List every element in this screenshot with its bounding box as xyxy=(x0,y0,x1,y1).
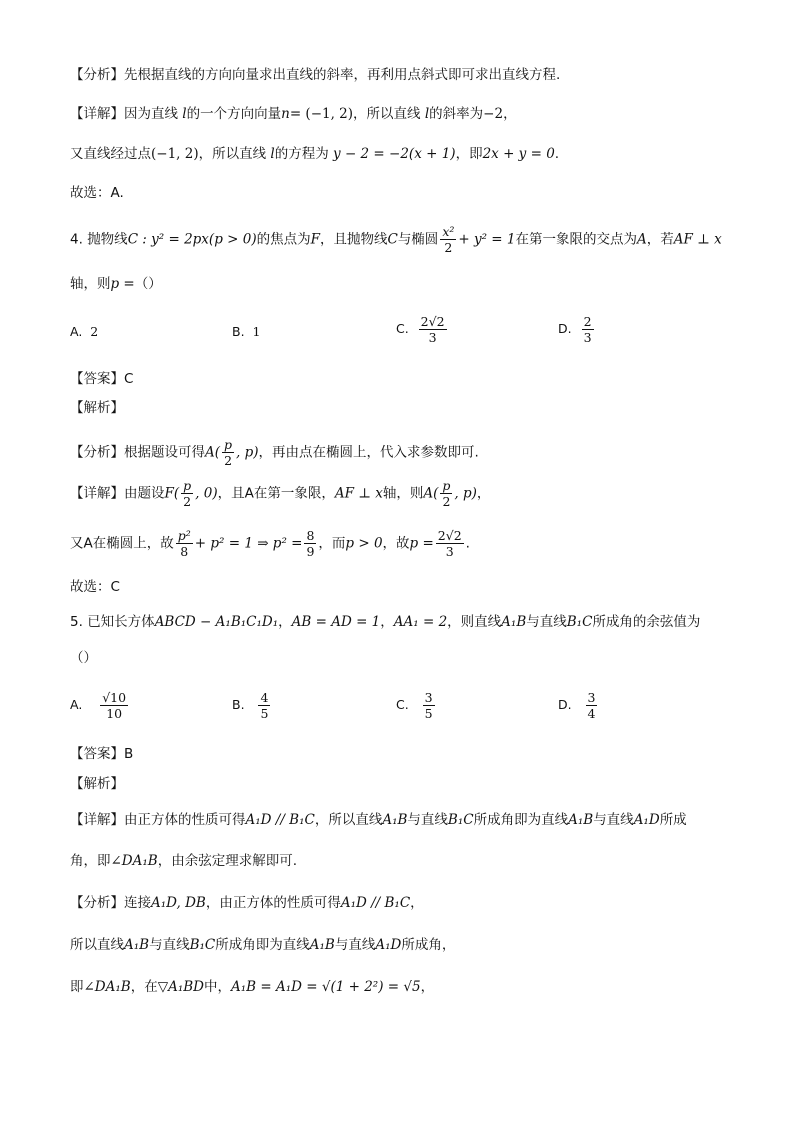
text: 抛物线 xyxy=(87,231,128,248)
line-symbol: l xyxy=(424,106,430,122)
blank: （） xyxy=(134,276,162,292)
q5-stem xyxy=(70,612,700,632)
line: B₁C xyxy=(447,812,474,828)
analysis-text: 先根据直线的方向向量求出直线的斜率，再利用点斜式即可求出直线方程. xyxy=(124,67,561,83)
analysis-tag: 【分析】 xyxy=(70,67,124,83)
text: 与直线 xyxy=(526,614,567,630)
text: 所成 xyxy=(659,812,687,828)
parallel-relation: A₁D // B₁C xyxy=(340,895,411,911)
equation: + p² = 1 ⇒ p² = xyxy=(194,535,303,552)
denominator: 10 xyxy=(106,706,123,721)
label: D. xyxy=(558,321,572,336)
curve-c: C xyxy=(387,231,398,248)
q4-analysis xyxy=(70,437,479,468)
value: 2 xyxy=(90,324,99,339)
text: ，且抛物线 xyxy=(319,231,388,248)
label: D. xyxy=(558,697,572,712)
point-tail: , p) xyxy=(454,485,477,502)
answer-value: C xyxy=(124,371,134,387)
text: ，由正方体的性质可得 xyxy=(205,895,341,911)
detail-tag: 【详解】 xyxy=(70,485,124,502)
p-equals: p = xyxy=(110,276,135,292)
equation: 2x + y = 0 xyxy=(482,146,555,162)
fraction xyxy=(423,690,435,721)
numerator: √10 xyxy=(102,690,127,705)
text: 由正方体的性质可得 xyxy=(124,812,246,828)
text: ，即 xyxy=(455,146,483,162)
q3-detail-line-2: 又直线经过点(−1, 2)，所以直线 l的方程为 y − 2 = −2(x + 1)，即2x + y = 0. xyxy=(70,146,560,162)
denominator: 2 xyxy=(224,453,233,468)
triangle: ▽A₁BD xyxy=(157,979,205,995)
text: 所成角即为直线 xyxy=(473,812,569,828)
fraction xyxy=(586,690,598,721)
q3-detail-line: 【详解】因为直线 l的一个方向向量n= (−1, 2)，所以直线 l的斜率为−2， xyxy=(70,106,517,122)
question-number: 4. xyxy=(70,231,83,248)
numerator: 8 xyxy=(306,528,315,543)
text: 在第一象限的交点为 xyxy=(515,231,637,248)
q5-analysis-3 xyxy=(70,977,434,997)
text: 与直线 xyxy=(334,937,376,953)
line: A₁B xyxy=(501,614,527,630)
numerator: p xyxy=(442,478,451,493)
q4-jiexi: 【解析】 xyxy=(70,400,124,416)
fraction xyxy=(258,690,270,721)
line: A₁D xyxy=(375,937,402,953)
line: A₁B xyxy=(382,812,408,828)
denominator: 2 xyxy=(183,494,192,509)
text: 所成角的余弦值为 xyxy=(592,614,701,630)
text: ，且A在第一象限， xyxy=(217,485,335,502)
label: B. xyxy=(232,697,245,712)
numerator: 2√2 xyxy=(420,314,445,329)
period: . xyxy=(465,535,470,552)
line: B₁C xyxy=(566,614,593,630)
q5-option-d xyxy=(558,690,599,721)
numerator: p xyxy=(183,478,192,493)
numerator: 2 xyxy=(583,314,592,329)
denominator: 5 xyxy=(260,706,269,721)
q5-answer xyxy=(70,744,133,764)
fraction xyxy=(181,478,193,509)
equation: y − 2 = −2(x + 1) xyxy=(333,146,456,162)
q4-stem xyxy=(70,224,722,255)
line: A₁B xyxy=(568,812,594,828)
angle: ∠DA₁B xyxy=(83,979,131,995)
denominator: 9 xyxy=(306,544,315,559)
text: 与直线 xyxy=(593,812,634,828)
text: 轴，则 xyxy=(70,276,111,292)
denominator: 3 xyxy=(583,330,592,345)
fraction xyxy=(582,314,594,345)
q4-option-a xyxy=(70,322,98,342)
line: B₁C xyxy=(189,937,216,953)
text: 的焦点为 xyxy=(256,231,311,248)
text: ， xyxy=(476,485,491,502)
text: ， xyxy=(410,895,424,911)
text: ，故 xyxy=(382,535,410,552)
fraction xyxy=(304,528,316,559)
analysis-tag: 【分析】 xyxy=(70,444,124,461)
label: C. xyxy=(396,697,409,712)
numerator: 4 xyxy=(260,690,269,705)
text: ，所以直线 xyxy=(314,812,383,828)
text: 连接 xyxy=(124,895,151,911)
point-f: F xyxy=(310,231,320,248)
text: 因为直线 xyxy=(124,106,178,122)
q5-jiexi: 【解析】 xyxy=(70,776,124,792)
q5-analysis xyxy=(70,893,424,913)
point: A( xyxy=(423,485,439,502)
fraction xyxy=(100,690,128,721)
q5-analysis-2 xyxy=(70,935,455,955)
point-a: A xyxy=(637,231,647,248)
point-tail: , 0) xyxy=(195,485,218,502)
q4-choice: 故选：C xyxy=(70,579,120,595)
p-equals: p = xyxy=(409,535,434,552)
fraction xyxy=(176,528,193,559)
solid: ABCD − A₁B₁C₁D₁ xyxy=(154,614,279,630)
equation: AB = AD = 1 xyxy=(291,614,381,630)
question-number: 5. xyxy=(70,614,83,630)
q5-option-b xyxy=(232,690,272,721)
fraction xyxy=(436,528,464,559)
text: 又A在椭圆上，故 xyxy=(70,535,174,552)
text: ， xyxy=(278,614,292,630)
numerator: 2√2 xyxy=(437,528,462,543)
line-symbol: l xyxy=(270,146,275,162)
answer-tag: 【答案】 xyxy=(70,746,124,762)
text: 已知长方体 xyxy=(87,614,155,630)
detail-tag: 【详解】 xyxy=(70,812,124,828)
numerator: p xyxy=(224,437,233,452)
q5-option-c xyxy=(396,690,437,721)
text: ，则直线 xyxy=(447,614,502,630)
fraction xyxy=(419,314,447,345)
detail-tag: 【详解】 xyxy=(70,106,124,122)
label: C. xyxy=(396,321,409,336)
vector-n: n xyxy=(281,106,290,122)
equation: AA₁ = 2 xyxy=(393,614,448,630)
text: 与椭圆 xyxy=(397,231,439,248)
parallel-relation: A₁D // B₁C xyxy=(245,812,315,828)
line-symbol: l xyxy=(182,106,187,122)
numerator: p² xyxy=(177,528,191,543)
ellipse-eq: + y² = 1 xyxy=(458,231,516,248)
text: 根据题设可得 xyxy=(124,444,205,461)
point: A( xyxy=(205,444,221,461)
text: ，所以直线 xyxy=(198,146,267,162)
numerator: x² xyxy=(442,224,455,239)
parabola: C : y² = 2px(p > 0) xyxy=(127,231,257,248)
equation: A₁B = A₁D = √(1 + 2²) = √5 xyxy=(231,979,421,995)
text: 所成角即为直线 xyxy=(215,937,310,953)
value: 1 xyxy=(252,324,261,339)
denominator: 2 xyxy=(442,494,451,509)
text: ， xyxy=(380,614,394,630)
q3-analysis-line xyxy=(70,65,560,85)
denominator: 4 xyxy=(587,706,596,721)
line: A₁B xyxy=(124,937,150,953)
text: ，再由点在椭圆上，代入求参数即可. xyxy=(258,444,479,461)
label: A. xyxy=(70,697,83,712)
text: 所以直线 xyxy=(70,937,124,953)
answer-value: B xyxy=(124,746,134,762)
text: 的一个方向向量 xyxy=(186,106,282,122)
text: 的斜率为 xyxy=(429,106,484,122)
q5-blank: （） xyxy=(70,650,97,666)
denominator: 8 xyxy=(180,544,189,559)
perp-relation: AF ⊥ x xyxy=(673,231,722,248)
q4-detail xyxy=(70,478,490,509)
fraction xyxy=(440,478,452,509)
slope-value: −2 xyxy=(483,106,504,122)
point: (−1, 2) xyxy=(151,146,199,162)
point-tail: , p) xyxy=(236,444,259,461)
q5-detail-2 xyxy=(70,851,297,871)
text: 角，即 xyxy=(70,853,111,869)
text: ，由余弦定理求解即可. xyxy=(157,853,298,869)
label: A. xyxy=(70,324,83,339)
numerator: 3 xyxy=(424,690,433,705)
q4-option-b xyxy=(232,322,260,342)
label: B. xyxy=(232,324,245,339)
line: A₁D xyxy=(633,812,660,828)
denominator: 2 xyxy=(444,240,453,255)
segments: A₁D, DB xyxy=(151,895,206,911)
q4-detail-2 xyxy=(70,528,470,559)
q4-option-c xyxy=(396,314,449,345)
q5-option-a xyxy=(70,690,130,721)
text: ，在 xyxy=(130,979,158,995)
analysis-tag: 【分析】 xyxy=(70,895,124,911)
text: ，而 xyxy=(318,535,346,552)
text: 所成角， xyxy=(401,937,456,953)
q4-stem-2 xyxy=(70,274,162,294)
text: 由题设 xyxy=(124,485,165,502)
text: 与直线 xyxy=(149,937,190,953)
text: ，若 xyxy=(646,231,674,248)
condition: p > 0 xyxy=(345,535,383,552)
text: 即 xyxy=(70,979,84,995)
text: 中， xyxy=(204,979,232,995)
q4-option-d xyxy=(558,314,596,345)
text: 的方程为 xyxy=(274,146,329,162)
answer-tag: 【答案】 xyxy=(70,371,124,387)
perp-relation: AF ⊥ x xyxy=(334,485,383,502)
denominator: 3 xyxy=(445,544,454,559)
numerator: 3 xyxy=(587,690,596,705)
denominator: 5 xyxy=(424,706,433,721)
text: 又直线经过点 xyxy=(70,146,151,162)
q3-choice: 故选：A. xyxy=(70,185,124,201)
point: F( xyxy=(164,485,180,502)
text: ， xyxy=(420,979,435,995)
denominator: 3 xyxy=(428,330,437,345)
text: 与直线 xyxy=(407,812,448,828)
line: A₁B xyxy=(309,937,335,953)
fraction xyxy=(222,437,234,468)
fraction xyxy=(440,224,456,255)
q5-detail xyxy=(70,810,687,830)
text: ，所以直线 xyxy=(353,106,421,122)
q4-answer xyxy=(70,369,133,389)
angle: ∠DA₁B xyxy=(110,853,158,869)
vector-value: = (−1, 2) xyxy=(289,106,354,122)
text: 轴，则 xyxy=(382,485,424,502)
